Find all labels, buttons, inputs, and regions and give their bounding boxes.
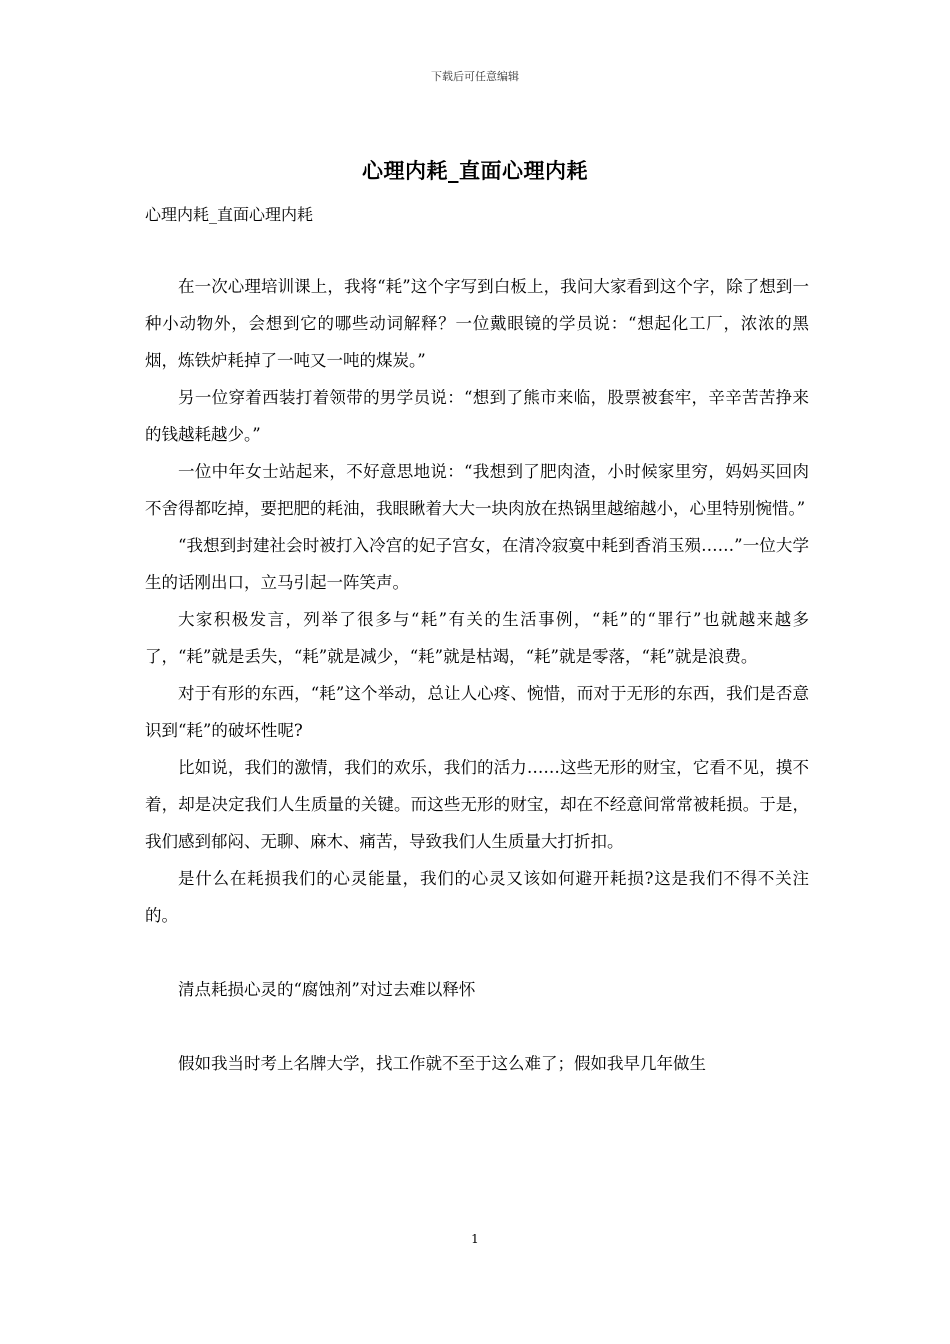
paragraph-2: 另一位穿着西装打着领带的男学员说：“想到了熊市来临，股票被套牢，辛辛苦苦挣来的钱越耗越少。” (145, 388, 809, 444)
page-number: 1 (471, 1232, 479, 1246)
document-body (145, 268, 809, 1082)
paragraph-1: 在一次心理培训课上，我将“耗”这个字写到白板上，我问大家看到这个字，除了想到一种小动物外，会想到它的哪些动词解释？一位戴眼镜的学员说：“想起化工厂，浓浓的黑烟，炼铁炉耗掉了一吨又一吨的煤炭。” (145, 277, 809, 370)
section-heading: 清点耗损心灵的“腐蚀剂”对过去难以释怀 (178, 980, 476, 999)
document-subtitle: 心理内耗_直面心理内耗 (145, 205, 314, 224)
paragraph-3: 一位中年女士站起来，不好意思地说：“我想到了肥肉渣，小时候家里穷，妈妈买回肉不舍得都吃掉，要把肥的耗油，我眼瞅着大大一块肉放在热锅里越缩越小，心里特别惋惜。” (145, 462, 809, 518)
paragraph-7: 比如说，我们的激情，我们的欢乐，我们的活力……这些无形的财宝，它看不见，摸不着，却是决定我们人生质量的关键。而这些无形的财宝，却在不经意间常常被耗损。于是，我们感到郁闷、无聊、麻木、痛苦，导致我们人生质量大打折扣。 (145, 758, 809, 851)
paragraph-9: 假如我当时考上名牌大学，找工作就不至于这么难了；假如我早几年做生 (178, 1054, 706, 1073)
header-note: 下载后可任意编辑 (431, 70, 519, 83)
paragraph-6: 对于有形的东西，“耗”这个举动，总让人心疼、惋惜，而对于无形的东西，我们是否意识到“耗”的破坏性呢? (145, 684, 809, 740)
document-title: 心理内耗_直面心理内耗 (362, 158, 588, 183)
paragraph-8: 是什么在耗损我们的心灵能量，我们的心灵又该如何避开耗损?这是我们不得不关注的。 (145, 869, 809, 925)
paragraph-5: 大家积极发言，列举了很多与“耗”有关的生活事例，“耗”的“罪行”也就越来越多了，“耗”就是丢失，“耗”就是减少，“耗”就是枯竭，“耗”就是零落，“耗”就是浪费。 (145, 610, 809, 666)
paragraph-4: “我想到封建社会时被打入冷宫的妃子宫女，在清冷寂寞中耗到香消玉殒……”一位大学生的话刚出口，立马引起一阵笑声。 (145, 536, 809, 592)
